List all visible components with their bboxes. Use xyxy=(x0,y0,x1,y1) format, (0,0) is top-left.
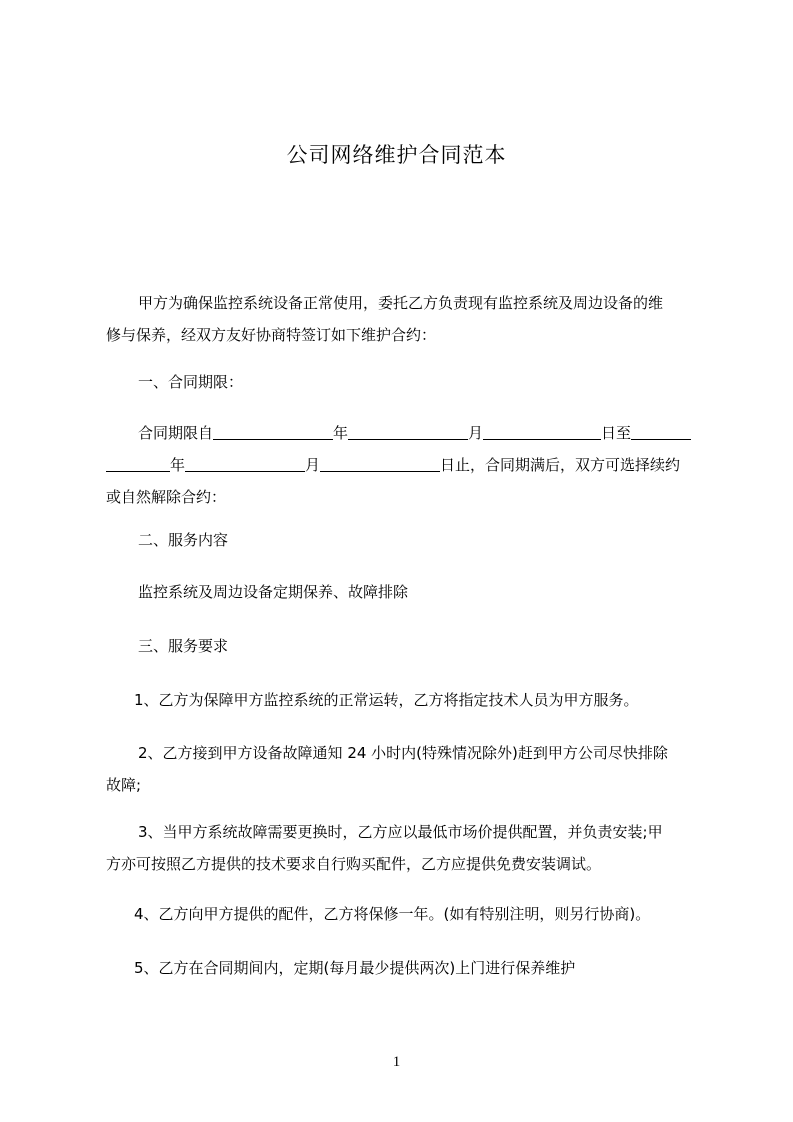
end-day-blank[interactable] xyxy=(320,453,440,472)
end-year-blank-part-1[interactable] xyxy=(631,421,691,440)
contract-term-line-1 xyxy=(106,417,700,449)
document-title: 公司网络维护合同范本 xyxy=(286,143,507,167)
requirement-item-3-block xyxy=(106,816,700,880)
requirement-item-1: 1、乙方为保障甲方监控系统的正常运转，乙方将指定技术人员为甲方服务。 xyxy=(134,691,639,709)
term-month-label-1: 月 xyxy=(468,424,484,442)
term-prefix: 合同期限自 xyxy=(138,424,214,442)
requirement-item-2-block xyxy=(106,737,700,801)
requirement-item-2-line-2: 故障; xyxy=(106,776,142,794)
term-year-label-2: 年 xyxy=(170,456,186,474)
section-1-heading-block xyxy=(106,366,700,398)
requirement-item-4: 4、乙方向甲方提供的配件，乙方将保修一年。(如有特别注明，则另行协商)。 xyxy=(134,905,651,923)
section-2-heading: 二、服务内容 xyxy=(138,531,229,549)
requirement-item-1-block xyxy=(106,684,700,716)
term-month-label-2: 月 xyxy=(305,456,321,474)
term-day-label-1: 日至 xyxy=(601,424,632,442)
requirement-item-3-line-1: 3、当甲方系统故障需要更换时，乙方应以最低市场价提供配置，并负责安装;甲 xyxy=(138,823,663,841)
requirement-item-3-line-2: 方亦可按照乙方提供的技术要求自行购买配件，乙方应提供免费安装调试。 xyxy=(106,855,602,873)
start-day-blank[interactable] xyxy=(483,421,601,440)
intro-paragraph xyxy=(106,287,700,351)
section-2-heading-block xyxy=(106,524,700,556)
requirement-item-5: 5、乙方在合同期间内，定期(每月最少提供两次)上门进行保养维护 xyxy=(134,959,576,977)
service-content-block xyxy=(106,576,700,608)
term-year-label-1: 年 xyxy=(333,424,349,442)
contract-term-line-2 xyxy=(106,449,700,481)
service-content: 监控系统及周边设备定期保养、故障排除 xyxy=(138,583,409,601)
end-year-blank-part-2[interactable] xyxy=(106,453,170,472)
section-1-heading: 一、合同期限： xyxy=(138,373,244,391)
requirement-item-5-block xyxy=(106,952,700,984)
requirement-item-2-line-1: 2、乙方接到甲方设备故障通知 24 小时内(特殊情况除外)赶到甲方公司尽快排除 xyxy=(138,744,668,762)
section-3-heading: 三、服务要求 xyxy=(138,637,229,655)
contract-term-paragraph xyxy=(106,417,700,513)
requirement-item-4-block xyxy=(106,898,700,930)
start-year-blank[interactable] xyxy=(213,421,333,440)
end-month-blank[interactable] xyxy=(185,453,305,472)
start-month-blank[interactable] xyxy=(348,421,468,440)
section-3-heading-block xyxy=(106,630,700,662)
page-number: 1 xyxy=(392,1054,401,1070)
intro-line-1: 甲方为确保监控系统设备正常使用，委托乙方负责现有监控系统及周边设备的维 xyxy=(138,294,664,312)
intro-line-2: 修与保养，经双方友好协商特签订如下维护合约： xyxy=(106,326,437,344)
contract-term-line-3: 或自然解除合约： xyxy=(106,488,227,506)
term-suffix: 日止，合同期满后，双方可选择续约 xyxy=(440,456,681,474)
